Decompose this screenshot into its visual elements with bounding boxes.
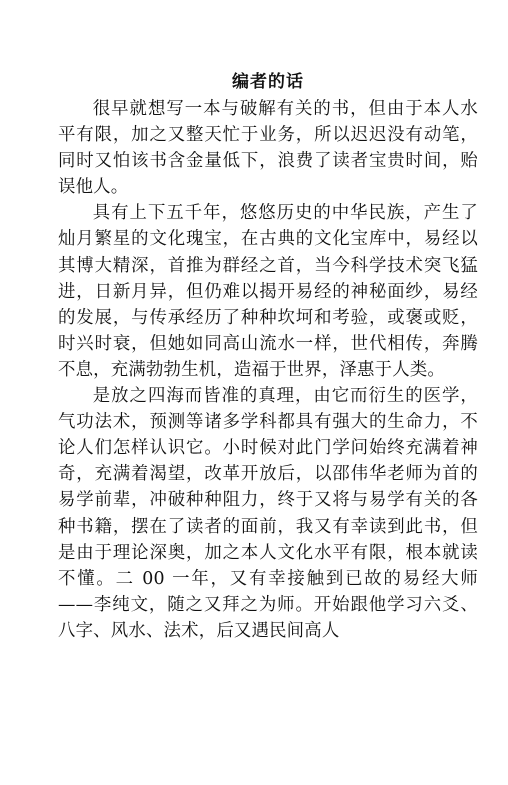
page-title: 编者的话: [232, 72, 304, 92]
document-page: [58, 70, 478, 644]
paragraph-2: 具有上下五千年，悠悠历史的中华民族，产生了灿月繁星的文化瑰宝，在古典的文化宝库中，易经以其博大精深，首推为群经之首，当今科学技术突飞猛进，日新月异，但仍难以揭开易经的神秘面纱，易经的发展，与传承经历了种种坎坷和考验，或褒或贬，时兴时衰，但她如同高山流水一样，世代相传，奔腾不息，充满勃勃生机，造福于世界，泽惠于人类。: [58, 203, 478, 380]
paragraph-1: 很早就想写一本与破解有关的书，但由于本人水平有限，加之又整天忙于业务，所以迟迟没有动笔，同时又怕该书含金量低下，浪费了读者宝贵时间，贻误他人。: [58, 99, 478, 198]
paragraph-3: 是放之四海而皆准的真理，由它而衍生的医学，气功法术，预测等诸多学科都具有强大的生命力，不论人们怎样认识它。小时候对此门学问始终充满着神奇，充满着渴望，改革开放后，以邵伟华老师为首的易学前辈，冲破种种阻力，终于又将与易学有关的各种书籍，摆在了读者的面前，我又有幸读到此书，但是由于理论深奥，加之本人文化水平有限，根本就读不懂。二 00 一年，又有幸接触到已故的易经大师——李纯文，随之又拜之为师。开始跟他学习六爻、八字、风水、法术，后又遇民间高人: [58, 386, 478, 641]
